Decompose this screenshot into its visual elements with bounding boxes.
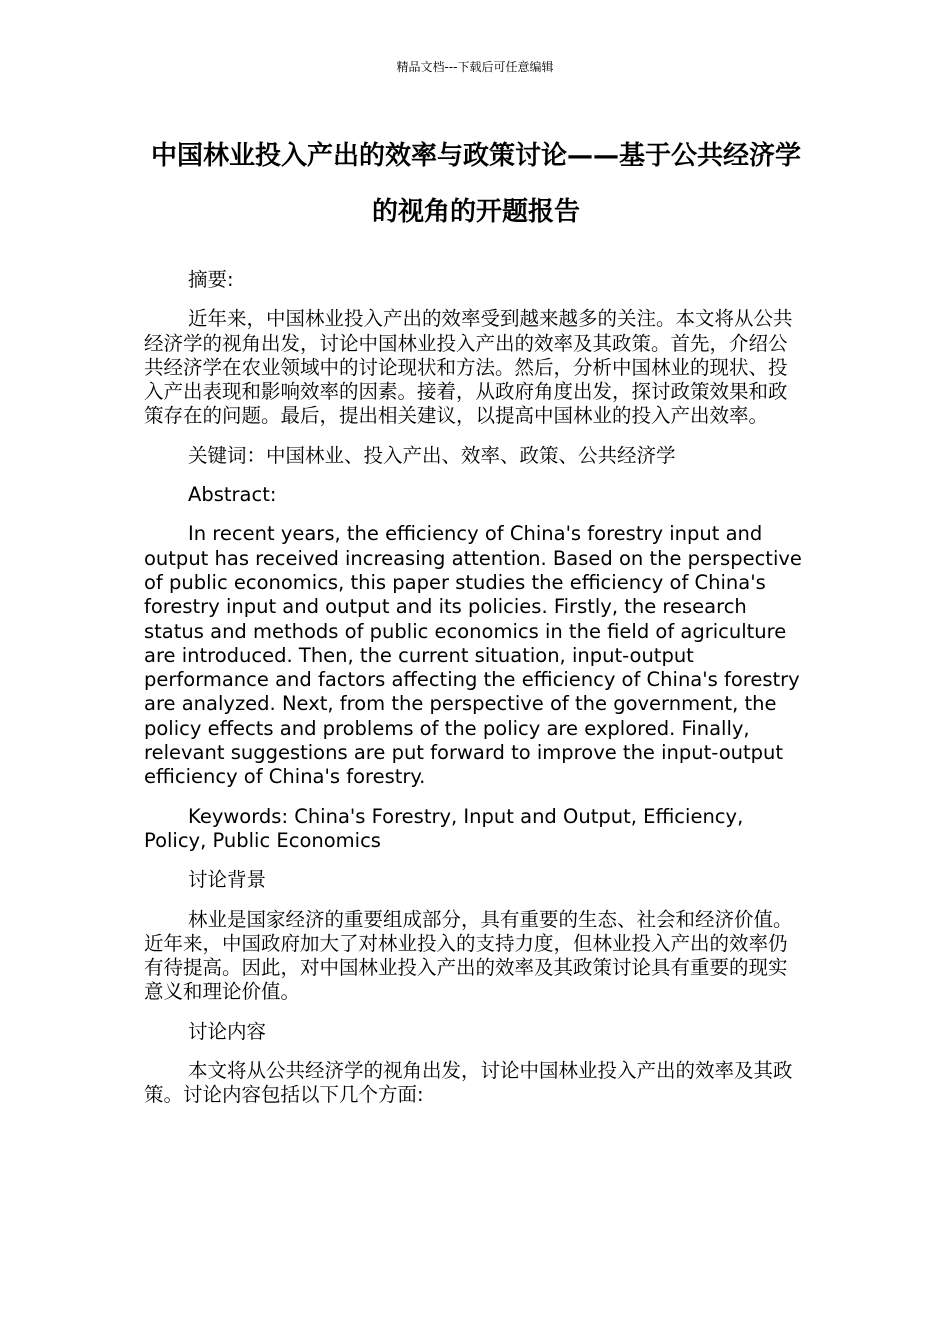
content-heading: 讨论内容 xyxy=(188,1019,267,1043)
abstract-en-paragraph: In recent years, the efficiency of China's forestry input and output has received increasing attention. Based on the perspective of public economics, this paper studies the efficiency of China's forestry input and output and its policies. Firstly, the research status and methods of public economics in the field of agriculture are introduced. Then, the current situation, input-output performance and factors affecting the efficiency of China's forestry are analyzed. Next, from the perspective of the government, the policy effects and problems of the policy are explored. Finally, relevant suggestions are put forward to improve the input-output efficiency of China's forestry. xyxy=(144,522,802,789)
background-heading: 讨论背景 xyxy=(188,868,267,892)
document-body xyxy=(144,268,806,1123)
content-paragraph: 本文将从公共经济学的视角出发，讨论中国林业投入产出的效率及其政策。讨论内容包括以下几个方面: xyxy=(144,1059,793,1107)
header-note: 精品文档---下载后可任意编辑 xyxy=(396,60,554,74)
background-paragraph: 林业是国家经济的重要组成部分，具有重要的生态、社会和经济价值。近年来，中国政府加大了对林业投入的支持力度，但林业投入产出的效率仍有待提高。因此，对中国林业投入产出的效率及其政策讨论具有重要的现实意义和理论价值。 xyxy=(144,907,793,1004)
keywords-cn: 关键词：中国林业、投入产出、效率、政策、公共经济学 xyxy=(188,443,676,467)
abstract-cn-label: 摘要: xyxy=(188,268,234,291)
document-title: 中国林业投入产出的效率与政策讨论——基于公共经济学的视角的开题报告 xyxy=(150,141,801,227)
keywords-en: Keywords: China's Forestry, Input and Output, Efficiency, Policy, Public Economics xyxy=(144,804,744,852)
abstract-en-label: Abstract: xyxy=(188,483,277,507)
abstract-cn-paragraph: 近年来，中国林业投入产出的效率受到越来越多的关注。本文将从公共经济学的视角出发，讨论中国林业投入产出的效率及其政策。首先，介绍公共经济学在农业领域中的讨论现状和方法。然后，分析中国林业的现状、投入产出表现和影响效率的因素。接着，从政府角度出发，探讨政策效果和政策存在的问题。最后，提出相关建议，以提高中国林业的投入产出效率。 xyxy=(144,307,793,428)
